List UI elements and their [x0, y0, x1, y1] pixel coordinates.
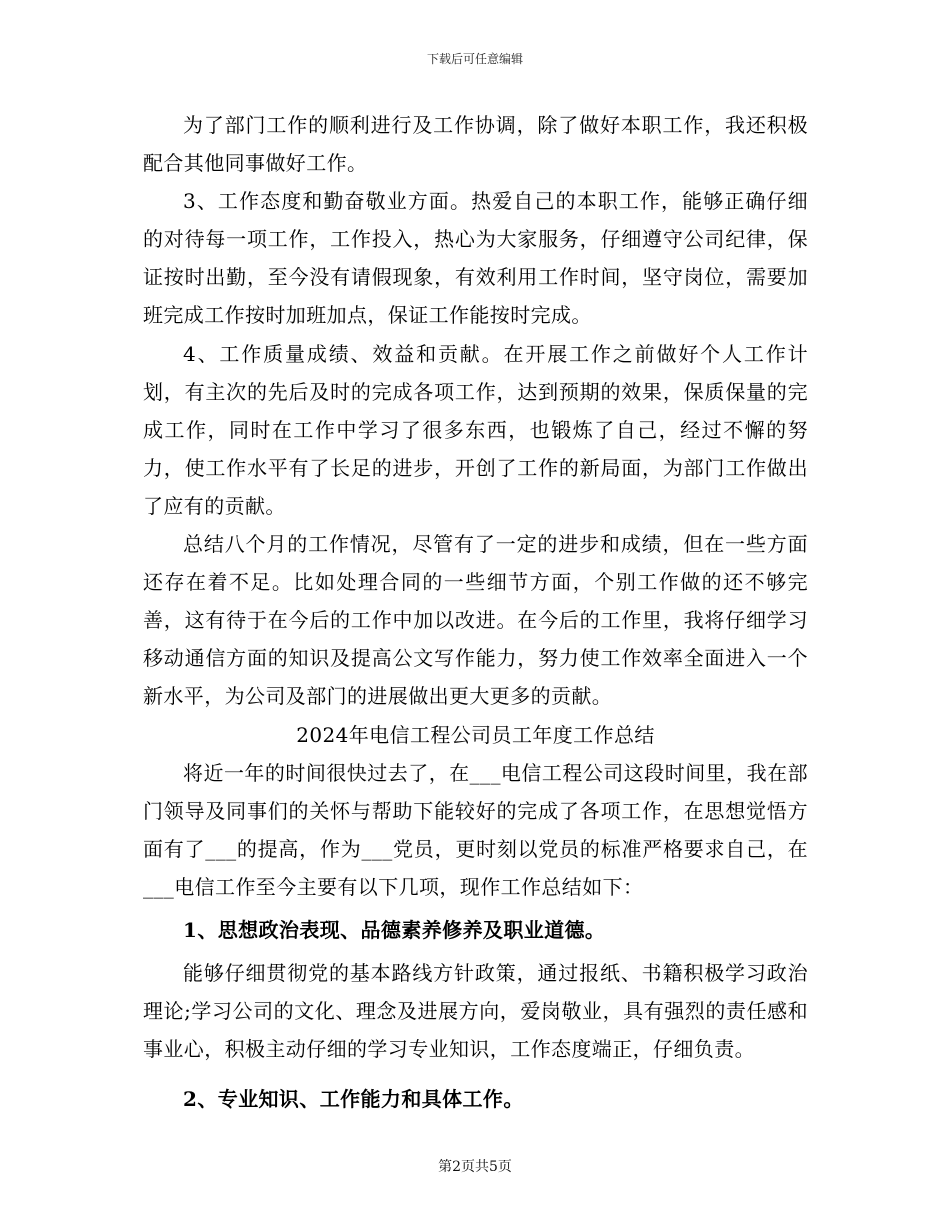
paragraph: 将近一年的时间很快过去了，在___电信工程公司这段时间里，我在部门领导及同事们的关怀与帮助下能较好的完成了各项工作，在思想觉悟方面有了___的提高，作为___党员，更时刻以党员的标准严格要求自己，在___电信工作至今主要有以下几项，现作工作总结如下： — [143, 760, 808, 899]
paragraph: 能够仔细贯彻党的基本路线方针政策，通过报纸、书籍积极学习政治理论;学习公司的文化、理念及进展方向，爱岗敬业，具有强烈的责任感和事业心，积极主动仔细的学习专业知识，工作态度端正，仔细负责。 — [143, 961, 808, 1062]
section-heading: 2、专业知识、工作能力和具体工作。 — [183, 1087, 524, 1112]
paragraph: 3、工作态度和勤奋敬业方面。热爱自己的本职工作，能够正确仔细的对待每一项工作，工作投入，热心为大家服务，仔细遵守公司纪律，保证按时出勤，至今没有请假现象，有效利用工作时间，坚守岗位，需要加班完成工作按时加班加点，保证工作能按时完成。 — [143, 189, 808, 328]
paragraph: 总结八个月的工作情况，尽管有了一定的进步和成绩，但在一些方面还存在着不足。比如处理合同的一些细节方面，个别工作做的还不够完善，这有待于在今后的工作中加以改进。在今后的工作里，我将仔细学习移动通信方面的知识及提高公文写作能力，努力使工作效率全面进入一个新水平，为公司及部门的进展做出更大更多的贡献。 — [143, 532, 808, 709]
section-heading: 1、思想政治表现、品德素养修养及职业道德。 — [183, 917, 606, 942]
document-body — [143, 106, 808, 1118]
paragraph: 为了部门工作的顺利进行及工作协调，除了做好本职工作，我还积极配合其他同事做好工作。 — [143, 113, 808, 176]
page-header-note: 下载后可任意编辑 — [426, 52, 523, 66]
paragraph: 4、工作质量成绩、效益和贡献。在开展工作之前做好个人工作计划，有主次的先后及时的完成各项工作，达到预期的效果，保质保量的完成工作，同时在工作中学习了很多东西，也锻炼了自己，经过不懈的努力，使工作水平有了长足的进步，开创了工作的新局面，为部门工作做出了应有的贡献。 — [143, 341, 808, 518]
page-number: 第2页共5页 — [438, 1159, 512, 1175]
section-title: 2024年电信工程公司员工年度工作总结 — [296, 722, 655, 747]
